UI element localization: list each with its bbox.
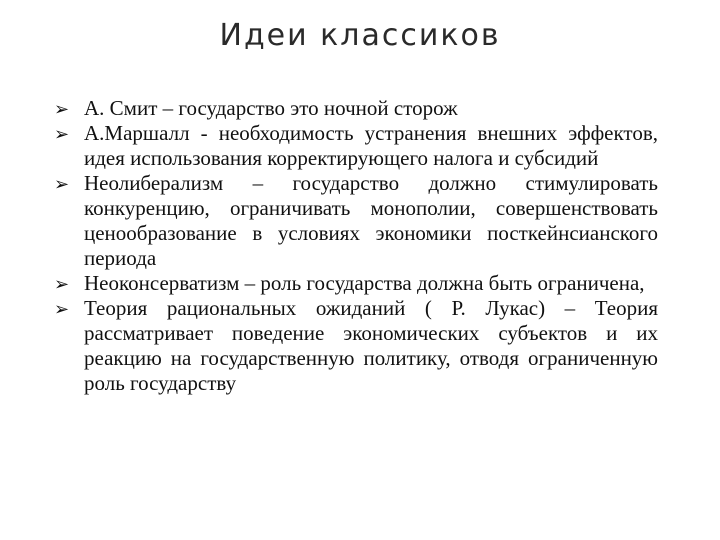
bullet-list (54, 96, 658, 396)
bullet-item-neoliberalism (54, 171, 658, 271)
arrow-bullet-icon: ➢ (54, 174, 70, 195)
arrow-bullet-icon: ➢ (54, 274, 70, 295)
bullet-text: Неоконсерватизм – роль государства должна быть ограничена, (84, 271, 645, 295)
bullet-text: Неолиберализм – государство должно стимулировать конкуренцию, ограничивать монополии, совершенствовать ценообразование в условиях экономики посткейнсианского периода (84, 171, 658, 270)
bullet-item-smith (54, 96, 658, 121)
bullet-text: Теория рациональных ожиданий ( Р. Лукас) – Теория рассматривает поведение экономических субъектов и их реакцию на государственную политику, отводя ограниченную роль государству (84, 296, 658, 395)
arrow-bullet-icon: ➢ (54, 124, 70, 145)
bullet-item-marshall (54, 121, 658, 171)
arrow-bullet-icon: ➢ (54, 99, 70, 120)
arrow-bullet-icon: ➢ (54, 299, 70, 320)
bullet-item-rational-expectations (54, 296, 658, 396)
bullet-text: А. Смит – государство это ночной сторож (84, 96, 458, 120)
bullet-text: А.Маршалл - необходимость устранения внешних эффектов, идея использования корректирующего налога и субсидий (84, 121, 658, 170)
bullet-item-neoconservatism (54, 271, 658, 296)
slide-title: Идеи классиков (219, 18, 501, 53)
